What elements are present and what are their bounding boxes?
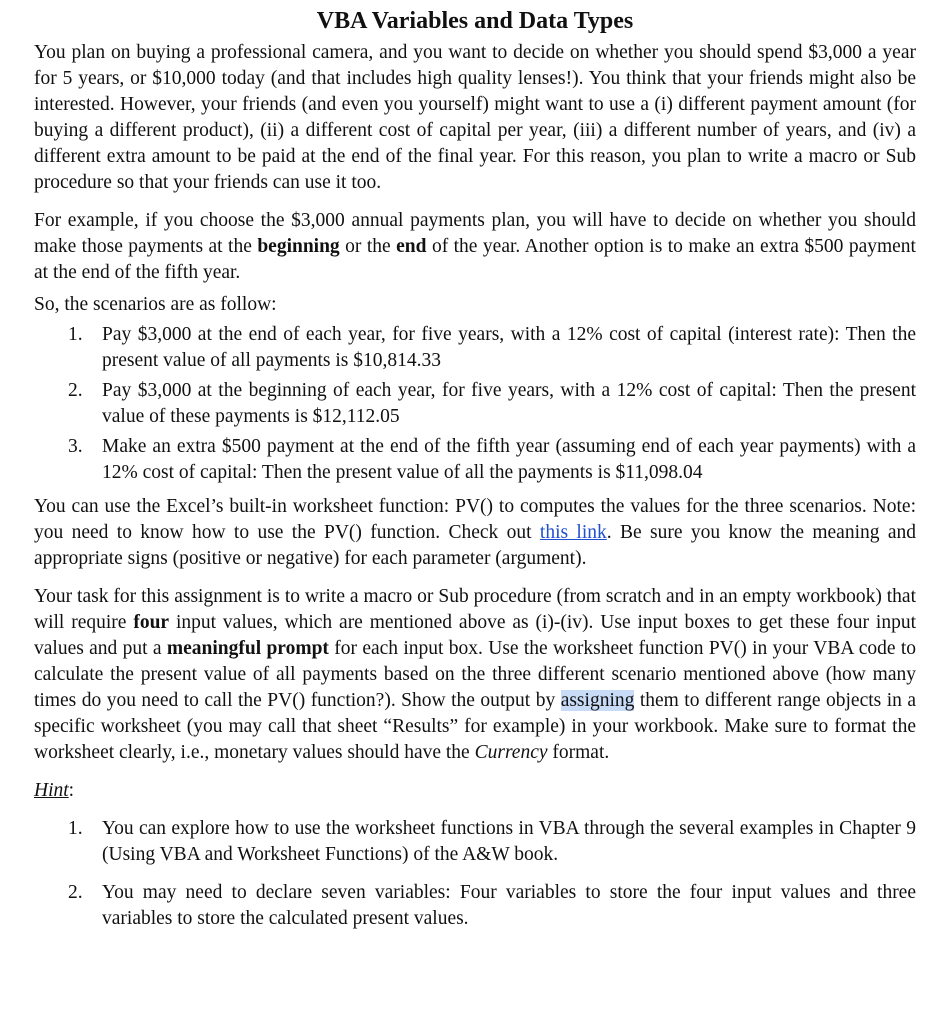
scenarios-intro: So, the scenarios are as follow: — [34, 294, 277, 315]
list-text: Make an extra $500 payment at the end of the fifth year (assuming end of each year payments) with a 12% cost of capital: Then the present value of all the payments is $11,098.04 — [102, 436, 916, 483]
bold-end: end — [396, 236, 427, 257]
list-item — [34, 880, 916, 932]
text-run: . Be sure you know the meaning and appropriate signs (positive or negative) for each parameter (argument). — [34, 522, 916, 569]
list-number: 1. — [68, 818, 83, 839]
text-run: For example, if you choose the $3,000 annual payments plan, you will have to decide on whether you should make those payments at the — [34, 210, 916, 257]
list-item — [34, 816, 916, 868]
list-number: 2. — [68, 882, 83, 903]
text-run: Your task for this assignment is to write a macro or Sub procedure (from scratch and in an empty workbook) that will require — [34, 586, 916, 633]
hint-heading — [34, 778, 916, 804]
pv-function-paragraph — [34, 494, 916, 572]
list-item — [34, 378, 916, 430]
list-item — [34, 322, 916, 374]
hint-colon: : — [68, 780, 75, 801]
text-run: of the year. Another option is to make an extra $500 payment at the end of the fifth year. — [34, 236, 916, 283]
this-link[interactable]: this link — [539, 522, 607, 543]
bold-beginning: beginning — [257, 236, 340, 257]
example-paragraph — [34, 208, 916, 286]
bold-meaningful-prompt: meaningful prompt — [166, 638, 329, 659]
list-text: You may need to declare seven variables: Four variables to store the four input values and three variables to store the calculated present values. — [102, 882, 916, 929]
text-run: them to different range objects in a specific worksheet (you may call that sheet “Results” for example) in your workbook. Make sure to format the worksheet clearly, i.e., monetary values should have the — [34, 690, 917, 763]
text-run: format. — [547, 742, 610, 763]
italic-currency: Currency — [474, 742, 548, 763]
scenarios-list — [34, 322, 916, 486]
list-item — [34, 434, 916, 486]
hint-label: Hint — [34, 780, 69, 801]
list-text: You can explore how to use the worksheet functions in VBA through the several examples in Chapter 9 (Using VBA and Worksheet Functions) of the A&W book. — [102, 818, 916, 865]
text-run: You can use the Excel’s built-in worksheet function: PV() to computes the values for the three scenarios. Note: you need to know how to use the PV() function. Check out — [34, 496, 916, 543]
list-text: Pay $3,000 at the beginning of each year, for five years, with a 12% cost of capital: Then the present value of these payments is $12,112.05 — [102, 380, 916, 427]
page-title: VBA Variables and Data Types — [316, 8, 634, 34]
text-run: for each input box. Use the worksheet function PV() in your VBA code to calculate the present value of all payments based on the three different scenario mentioned above (how many times do you need to call the PV() function?). Show the output by — [34, 638, 917, 711]
text-run: or the — [339, 236, 397, 257]
hints-list — [34, 816, 916, 932]
bold-four: four — [133, 612, 170, 633]
list-text: Pay $3,000 at the end of each year, for five years, with a 12% cost of capital (interest rate): Then the present value of all payments is $10,814.33 — [102, 324, 916, 371]
list-number: 3. — [68, 436, 83, 457]
highlighted-word: assigning — [560, 690, 635, 711]
intro-paragraph: You plan on buying a professional camera, and you want to decide on whether you should spend $3,000 a year for 5 years, or $10,000 today (and that includes high quality lenses!). You think that your friends might also be interested. However, your friends (and even you yourself) might want to use a (i) different payment amount (for buying a different product), (ii) a different cost of capital per year, (iii) a different number of years, and (iv) a different extra amount to be paid at the end of the final year. For this reason, you plan to write a macro or Sub procedure so that your friends can use it too. — [34, 42, 916, 193]
text-run: input values, which are mentioned above as (i)-(iv). Use input boxes to get these four input values and put a — [34, 612, 916, 659]
list-number: 1. — [68, 324, 83, 345]
task-paragraph — [34, 584, 916, 766]
list-number: 2. — [68, 380, 83, 401]
